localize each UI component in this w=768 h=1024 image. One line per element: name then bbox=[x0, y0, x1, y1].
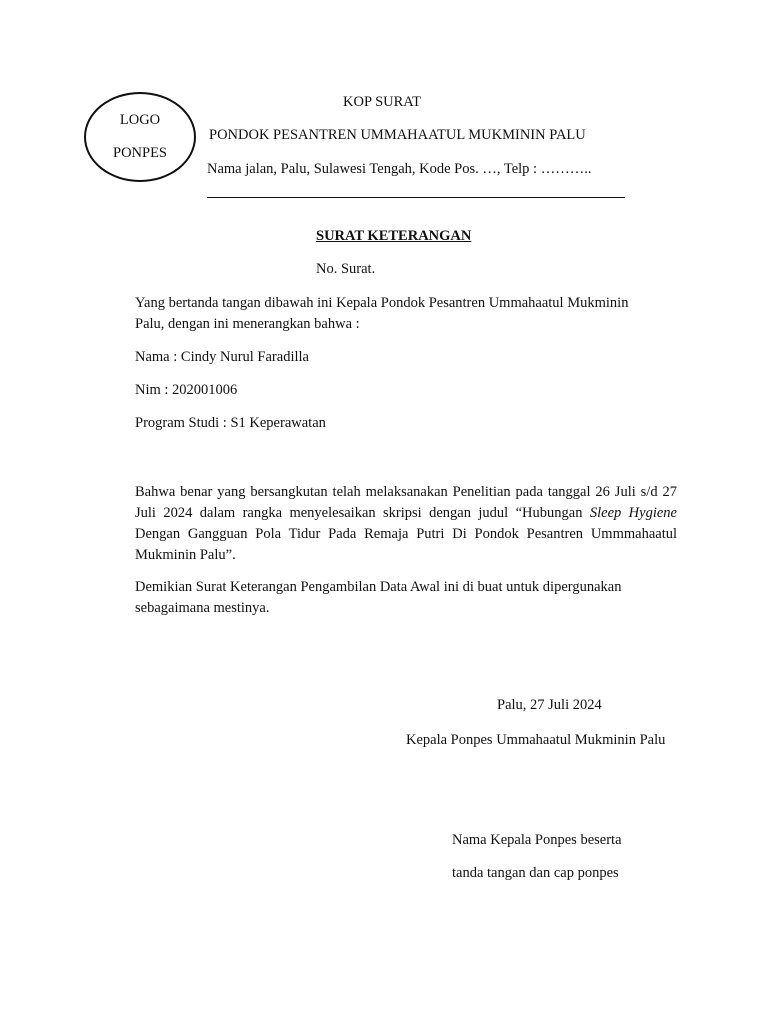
body-paragraph bbox=[135, 482, 677, 566]
institution-address: Nama jalan, Palu, Sulawesi Tengah, Kode Pos. …, Telp : ……….. bbox=[207, 161, 592, 177]
student-nim: Nim : 202001006 bbox=[135, 382, 238, 398]
logo-text-top: LOGO bbox=[119, 112, 161, 128]
signatory-name-placeholder: Nama Kepala Ponpes beserta bbox=[452, 832, 622, 848]
institution-name: PONDOK PESANTREN UMMAHAATUL MUKMININ PALU bbox=[209, 127, 586, 143]
study-program: Program Studi : S1 Keperawatan bbox=[135, 415, 326, 431]
logo-text-bottom: PONPES bbox=[113, 145, 167, 161]
body-text-end: Dengan Gangguan Pola Tidur Pada Remaja Putri Di Pondok Pesantren Ummmahaatul Mukminin Palu”. bbox=[135, 526, 677, 563]
closing-paragraph: Demikian Surat Keterangan Pengambilan Data Awal ini di buat untuk dipergunakan sebagaimana mestinya. bbox=[135, 579, 622, 616]
kop-surat-heading: KOP SURAT bbox=[343, 94, 422, 110]
body-text-start: Bahwa benar yang bersangkutan telah melaksanakan Penelitian pada tanggal 26 Juli s/d 27 Juli 2024 dalam rangka menyelesaikan skripsi dengan judul “Hubungan bbox=[135, 484, 677, 521]
student-name: Nama : Cindy Nurul Faradilla bbox=[135, 349, 309, 365]
signature-stamp-placeholder: tanda tangan dan cap ponpes bbox=[452, 865, 619, 881]
header-divider bbox=[207, 197, 625, 198]
place-date: Palu, 27 Juli 2024 bbox=[497, 697, 602, 713]
logo-placeholder bbox=[84, 92, 196, 182]
letter-title: SURAT KETERANGAN bbox=[316, 228, 472, 244]
body-text-italic: Sleep Hygiene bbox=[589, 505, 677, 521]
letter-number: No. Surat. bbox=[316, 261, 376, 277]
intro-paragraph: Yang bertanda tangan dibawah ini Kepala Pondok Pesantren Ummahaatul Mukminin Palu, dengan ini menerangkan bahwa : bbox=[135, 295, 629, 332]
signatory-position: Kepala Ponpes Ummahaatul Mukminin Palu bbox=[406, 732, 666, 748]
